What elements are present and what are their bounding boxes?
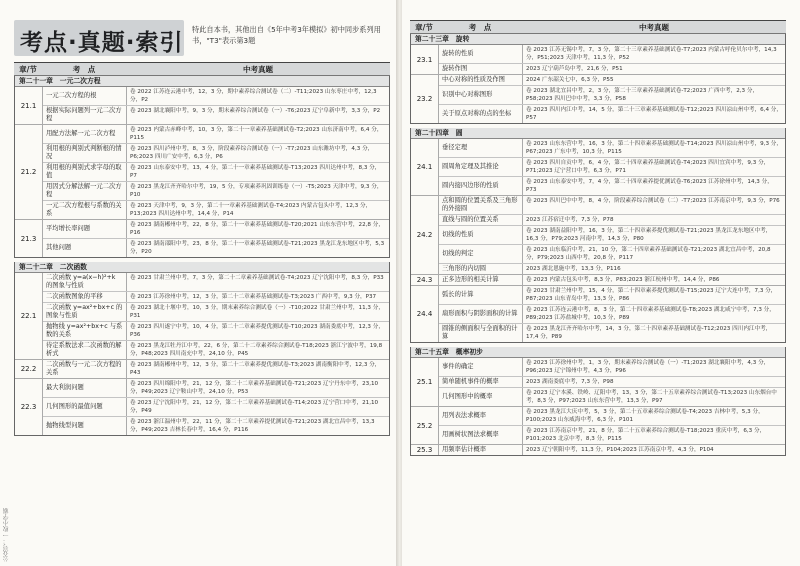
table-row <box>43 322 389 341</box>
section-rows <box>439 45 785 74</box>
section-block <box>411 445 785 455</box>
side-note: 公众号：一枚小学霸 <box>3 508 10 562</box>
exam-reference: 卷 2023 湖北十堰中考，10，3 分，期末素养综合测试卷（一）-T10;2022 甘肃兰州中考，11,3 分，P31 <box>130 305 384 319</box>
exam-reference: 2023 江苏宿迁中考，7,3 分，P78 <box>526 217 614 223</box>
chapter-block <box>410 347 786 456</box>
section-number: 25.1 <box>411 358 439 406</box>
exam-reference: 卷 2023 江苏南京中考，21，8 分，第二十五章素养综合测试卷-T18;2023 重庆中考，6,3 分，P101;2023 北京中考，8,3 分，P115 <box>526 428 766 442</box>
exam-reference: 2023 辽宁葫芦岛中考，21,6 分，P51 <box>526 66 623 72</box>
table-row <box>439 139 785 158</box>
exam-point: 用配方法解一元二次方程 <box>43 125 127 143</box>
index-banner <box>14 20 184 56</box>
section-rows <box>43 87 389 124</box>
chapter-block <box>410 34 786 124</box>
exam-point: 根据实际问题列一元二次方程 <box>43 106 127 124</box>
exam-point: 垂径定理 <box>439 139 523 157</box>
exam-reference: 2024 广东韶关七中，6,3 分，P55 <box>526 77 614 83</box>
exam-point: 二次函数 y=ax²+bx+c 的图象与性质 <box>43 303 127 321</box>
exam-point: 关于原点对称的点的坐标 <box>439 105 523 123</box>
table-row <box>439 226 785 245</box>
table-row <box>43 201 389 219</box>
exam-reference: 卷 2023 四川泸州中考，8，3 分，阶段素养综合测试卷（一）-T7;2023 山东潍坊中考，4,3 分，P6;2023 四川广安中考，6,3 分，P6 <box>130 146 374 160</box>
table-row <box>439 358 785 377</box>
table-row <box>43 398 389 417</box>
table-row <box>439 215 785 226</box>
table-row <box>439 245 785 264</box>
section-block <box>411 75 785 123</box>
exam-reference: 卷 2023 四川内江中考，14，5 分，第二十三章素养基础测试卷-T12;2023 四川凉山州中考，6,4 分，P57 <box>526 107 782 121</box>
section-block <box>411 139 785 196</box>
table-row <box>439 426 785 444</box>
exam-point: 旋转的性质 <box>439 45 523 63</box>
section-number: 23.1 <box>411 45 439 74</box>
chapter-title: 第二十三章 旋转 <box>411 34 785 45</box>
exam-point: 一元二次方程的根 <box>43 87 127 105</box>
table-row <box>439 388 785 406</box>
exam-reference: 卷 2023 辽宁沈阳中考，21，12 分，第二十二章素养基础测试卷-T14;2023 辽宁营口中考，21,10 分，P49 <box>130 400 379 414</box>
chapter-title: 第二十四章 圆 <box>411 128 785 139</box>
index-table-left <box>14 62 390 436</box>
table-row <box>43 239 389 257</box>
right-page <box>402 0 800 566</box>
header-point: 考 点 <box>468 22 492 32</box>
exam-reference: 卷 2023 湖南邵阳中考，23，8 分，第二十一章素养基础测试卷-T21;2023 黑龙江龙东地区中考，5,3 分，P20 <box>130 241 385 255</box>
exam-point: 几何图形中的概率 <box>439 388 523 406</box>
section-block <box>411 407 785 445</box>
exam-point: 待定系数法求二次函数的解析式 <box>43 341 127 359</box>
table-body-left <box>14 76 390 436</box>
section-block <box>411 286 785 342</box>
chapter-title: 第二十一章 一元二次方程 <box>15 76 389 87</box>
header-exam: 中考真题 <box>639 22 669 32</box>
table-row <box>43 360 389 378</box>
table-row <box>439 407 785 426</box>
table-row <box>439 264 785 274</box>
exam-reference: 卷 2023 黑龙江齐齐哈尔中考，19，5 分，专项素养巩固训练卷（一）-T5;2023 天津中考，9,3 分，P10 <box>130 184 383 198</box>
section-number: 24.2 <box>411 196 439 274</box>
exam-reference: 卷 2023 四川自贡中考，6，4 分，第二十四章素养基础测试卷-T4;2023 四川宜宾中考，9,3 分，P71;2023 辽宁营口中考，6,3 分，P71 <box>526 160 770 174</box>
exam-point: 圆锥的侧面积与全面积的计算 <box>439 324 523 342</box>
exam-point: 抛物线型问题 <box>43 417 127 435</box>
exam-reference: 卷 2023 辽宁本溪、铁岭、辽阳中考，13，3 分，第二十五章素养综合测试卷-T13;2023 山东烟台中考，8,3 分，P97;2023 山东东营中考，13,3 分，P97 <box>526 390 777 404</box>
exam-reference: 2023 湖南娄底中考，7,3 分，P98 <box>526 379 614 385</box>
exam-point: 直线与圆的位置关系 <box>439 215 523 225</box>
left-page <box>0 0 398 566</box>
exam-point: 旋转作图 <box>439 64 523 74</box>
table-row <box>43 182 389 201</box>
table-row <box>43 163 389 182</box>
section-block <box>15 360 389 379</box>
exam-reference: 卷 2023 江苏徐州中考，1，3 分，期末素养综合测试卷（一）-T1;2023 湖北襄阳中考，4,3 分，P96;2023 辽宁锦州中考，4,3 分，P96 <box>526 360 770 374</box>
section-rows <box>439 75 785 123</box>
index-table-right <box>410 20 786 456</box>
exam-point: 点和圆的位置关系及三角形的外接圆 <box>439 196 523 214</box>
header-exam: 中考真题 <box>243 64 273 74</box>
exam-reference: 2023 湖北恩施中考，13,3 分，P116 <box>526 266 621 272</box>
chapter-block <box>14 76 390 258</box>
table-row <box>439 177 785 195</box>
table-row <box>439 445 785 455</box>
exam-reference: 卷 2023 天津中考，9，3 分，第二十一章素养基础测试卷-T4;2023 内蒙古包头中考，12,3 分，P13;2023 四川达州中考，14,4 分，P14 <box>130 203 372 217</box>
exam-point: 用频率估计概率 <box>439 445 523 455</box>
section-number: 24.1 <box>411 139 439 195</box>
section-rows <box>43 220 389 257</box>
table-row <box>43 220 389 239</box>
exam-point: 其他问题 <box>43 239 127 257</box>
section-number: 24.3 <box>411 275 439 285</box>
exam-reference: 卷 2023 江苏无锡中考，7，3 分，第二十三章素养基础测试卷-T7;2023 内蒙古呼伦贝尔中考，14,3 分，P51;2023 天津中考，11,3 分，P52 <box>526 47 777 61</box>
chapter-title: 第二十二章 二次函数 <box>15 262 389 273</box>
section-rows <box>439 275 785 285</box>
section-number: 22.3 <box>15 379 43 435</box>
section-block <box>411 196 785 275</box>
exam-reference: 2023 辽宁朝阳中考，11,3 分，P104;2023 江苏南京中考，4,3 分，P104 <box>526 447 714 453</box>
exam-reference: 卷 2023 黑龙江大庆中考，5，3 分，第二十五章素养综合测试卷-T4;2023 吉林中考，5,3 分，P100;2023 山东威海中考，6,3 分，P101 <box>526 409 764 423</box>
section-rows <box>43 360 389 378</box>
table-row <box>43 106 389 124</box>
section-rows <box>43 125 389 219</box>
table-header <box>14 63 390 76</box>
exam-point: 三角形的内切圆 <box>439 264 523 274</box>
exam-point: 圆内接四边形的性质 <box>439 177 523 195</box>
exam-point: 用因式分解法解一元二次方程 <box>43 182 127 200</box>
exam-point: 一元二次方程根与系数的关系 <box>43 201 127 219</box>
section-block <box>411 275 785 286</box>
section-block <box>15 273 389 360</box>
table-row <box>43 379 389 398</box>
section-rows <box>439 358 785 406</box>
exam-point: 抛物线 y=ax²+bx+c 与系数的关系 <box>43 322 127 340</box>
table-row <box>43 417 389 435</box>
chapter-block <box>14 262 390 436</box>
section-number: 25.2 <box>411 407 439 444</box>
table-row <box>43 273 389 292</box>
exam-reference: 卷 2023 四川绵阳中考，21，12 分，第二十二章素养基础测试卷-T21;2023 辽宁丹东中考，23,10 分，P49;2023 辽宁鞍山中考，24,10 分，P53 <box>130 381 379 395</box>
section-number: 21.3 <box>15 220 43 257</box>
intro-note: 特此自本书，其他出自《5年中考3年模拟》初中同步系列用书，"T3"表示第3题 <box>192 25 381 45</box>
section-number: 25.3 <box>411 445 439 455</box>
header-point: 考 点 <box>72 64 96 74</box>
exam-reference: 卷 2023 湖北宜昌中考，2，3 分，第二十三章素养基础测试卷-T2;2023 广西中考，2,3 分，P58;2023 四川巴中中考，3,3 分，P58 <box>526 88 759 102</box>
section-block <box>15 379 389 435</box>
section-block <box>411 358 785 407</box>
exam-reference: 卷 2023 湖南益阳中考，16，3 分，第二十四章素养提优测试卷-T21;2023 黑龙江龙东地区中考，16,3 分，P79;2023 河南中考，14,3 分，P80 <box>526 228 772 242</box>
table-row <box>439 158 785 177</box>
exam-point: 用画树状图法求概率 <box>439 426 523 444</box>
exam-point: 切线的性质 <box>439 226 523 244</box>
table-row <box>439 45 785 64</box>
exam-point: 二次函数图象的平移 <box>43 292 127 302</box>
exam-reference: 卷 2023 江苏徐州中考，12，3 分，第二十二章素养基础测试卷-T3;2023 广西中考，9,3 分，P37 <box>130 294 377 300</box>
exam-reference: 卷 2023 四川遂宁中考，10，4 分，第二十二章素养提优测试卷-T10;2023 湖南娄底中考，12,3 分，P36 <box>130 324 384 338</box>
section-block <box>15 220 389 257</box>
section-rows <box>439 407 785 444</box>
table-header <box>410 21 786 34</box>
exam-reference: 卷 2023 四川巴中中考，8，4 分，阶段素养综合测试卷（二）-T7;2023 江苏南京中考，9,3 分，P76 <box>526 198 780 204</box>
header-section: 章/节 <box>415 22 433 32</box>
chapter-title: 第二十五章 概率初步 <box>411 347 785 358</box>
chapter-block <box>410 128 786 343</box>
exam-reference: 卷 2023 甘肃兰州中考，15，4 分，第二十四章素养提优测试卷-T15;2023 辽宁大连中考，7,3 分，P87;2023 山东青岛中考，13,3 分，P86 <box>526 288 777 302</box>
table-row <box>439 75 785 86</box>
table-row <box>439 305 785 324</box>
page-title: 考点·真题·索引 <box>20 30 184 56</box>
table-row <box>43 144 389 163</box>
table-body-right <box>410 34 786 456</box>
exam-reference: 卷 2023 甘肃兰州中考，7，3 分，第二十二章素养基础测试卷-T4;2023 辽宁沈阳中考，8,3 分，P33 <box>130 275 384 281</box>
table-row <box>43 87 389 106</box>
exam-reference: 卷 2023 山东泰安中考，7，4 分，第二十四章素养提优测试卷-T6;2023 江苏徐州中考，14,3 分，P73 <box>526 179 773 193</box>
exam-point: 正多边形的相关计算 <box>439 275 523 285</box>
exam-reference: 卷 2023 内蒙古赤峰中考，10，3 分，第二十一章素养基础测试卷-T2;2023 山东济南中考，6,4 分，P115 <box>130 127 383 141</box>
section-rows <box>439 196 785 274</box>
section-number: 21.1 <box>15 87 43 124</box>
exam-point: 事件的确定 <box>439 358 523 376</box>
table-row <box>439 105 785 123</box>
section-rows <box>439 286 785 342</box>
exam-reference: 卷 2023 山东东营中考，16，3 分，第二十四章素养基础测试卷-T14;2023 四川凉山州中考，9,3 分，P67;2023 广东中考，10,3 分，P115 <box>526 141 782 155</box>
table-row <box>439 377 785 388</box>
table-row <box>43 303 389 322</box>
section-number: 23.2 <box>411 75 439 123</box>
exam-reference: 卷 2023 山东泰安中考，13，4 分，第二十一章素养基础测试卷-T13;2023 四川达州中考，8,3 分，P7 <box>130 165 381 179</box>
table-row <box>439 64 785 74</box>
exam-reference: 卷 2023 江苏连云港中考，8，3 分，第二十四章素养基础测试卷-T8;2023 湖北咸宁中考，7,3 分，P89;2023 江苏盐城中考，10,3 分，P89 <box>526 307 775 321</box>
section-rows <box>43 379 389 435</box>
exam-point: 扇形面积与阴影面积的计算 <box>439 305 523 323</box>
section-number: 24.4 <box>411 286 439 342</box>
section-number: 21.2 <box>15 125 43 219</box>
exam-point: 利用根的判别式判断根的情况 <box>43 144 127 162</box>
exam-point: 利用根的判别式求字母的取值 <box>43 163 127 181</box>
exam-reference: 卷 2022 江苏连云港中考，12，3 分，期中素养综合测试卷（二）-T11;2023 山东枣庄中考，12,3 分，P2 <box>130 89 377 103</box>
table-row <box>439 286 785 305</box>
exam-point: 中心对称的性质及作图 <box>439 75 523 85</box>
exam-point: 弧长的计算 <box>439 286 523 304</box>
exam-point: 识别中心对称图形 <box>439 86 523 104</box>
exam-point: 二次函数与一元二次方程的关系 <box>43 360 127 378</box>
exam-reference: 卷 2023 内蒙古包头中考，8,3 分，P83;2023 浙江杭州中考，14,4 分，P86 <box>526 277 720 283</box>
exam-point: 用列表法求概率 <box>439 407 523 425</box>
exam-point: 切线的判定 <box>439 245 523 263</box>
exam-reference: 卷 2023 黑龙江齐齐哈尔中考，14，3 分，第二十四章素养基础测试卷-T12;2023 四川内江中考，17,4 分，P89 <box>526 326 772 340</box>
exam-reference: 卷 2023 湖南郴州中考，12，3 分，第二十二章素养提优测试卷-T3;2023 湖南衡阳中考，12,3 分，P43 <box>130 362 381 376</box>
table-row <box>439 196 785 215</box>
table-row <box>439 275 785 285</box>
exam-point: 最大利润问题 <box>43 379 127 397</box>
exam-point: 平均增长率问题 <box>43 220 127 238</box>
table-row <box>43 341 389 359</box>
section-block <box>411 45 785 75</box>
exam-reference: 卷 2023 山东临沂中考，21，10 分，第二十四章素养基础测试卷-T21;2023 湖北宜昌中考，20,8 分，P79;2023 山西中考，20,8 分，P117 <box>526 247 771 261</box>
section-rows <box>439 139 785 195</box>
exam-reference: 卷 2023 湖北襄阳中考，9，3 分，期末素养综合测试卷（一）-T6;2023 辽宁阜新中考，3,3 分，P2 <box>130 108 381 114</box>
section-block <box>15 87 389 125</box>
exam-reference: 卷 2023 浙江温州中考，22，11 分，第二十二章素养提优测试卷-T21;2023 湖北宜昌中考，13,3 分，P49;2023 吉林长春中考，16,4 分，P116 <box>130 419 375 433</box>
exam-reference: 卷 2023 黑龙江牡丹江中考，22，6 分，第二十二章素养综合测试卷-T18;2023 浙江宁波中考，19,8 分，P48;2023 四川南充中考，24,10 分，P45 <box>130 343 383 357</box>
table-row <box>43 292 389 303</box>
exam-point: 简单随机事件的概率 <box>439 377 523 387</box>
header-section: 章/节 <box>19 64 37 74</box>
section-number: 22.1 <box>15 273 43 359</box>
exam-point: 二次函数 y=a(x−h)²+k 的图象与性质 <box>43 273 127 291</box>
exam-point: 几何图形的最值问题 <box>43 398 127 416</box>
section-rows <box>439 445 785 455</box>
section-number: 22.2 <box>15 360 43 378</box>
exam-point: 圆周角定理及其推论 <box>439 158 523 176</box>
table-row <box>439 324 785 342</box>
table-row <box>43 125 389 144</box>
section-block <box>15 125 389 220</box>
table-row <box>439 86 785 105</box>
exam-reference: 卷 2023 湖南郴州中考，22，8 分，第二十一章素养基础测试卷-T20;2021 山东东营中考，22,8 分，P16 <box>130 222 384 236</box>
section-rows <box>43 273 389 359</box>
